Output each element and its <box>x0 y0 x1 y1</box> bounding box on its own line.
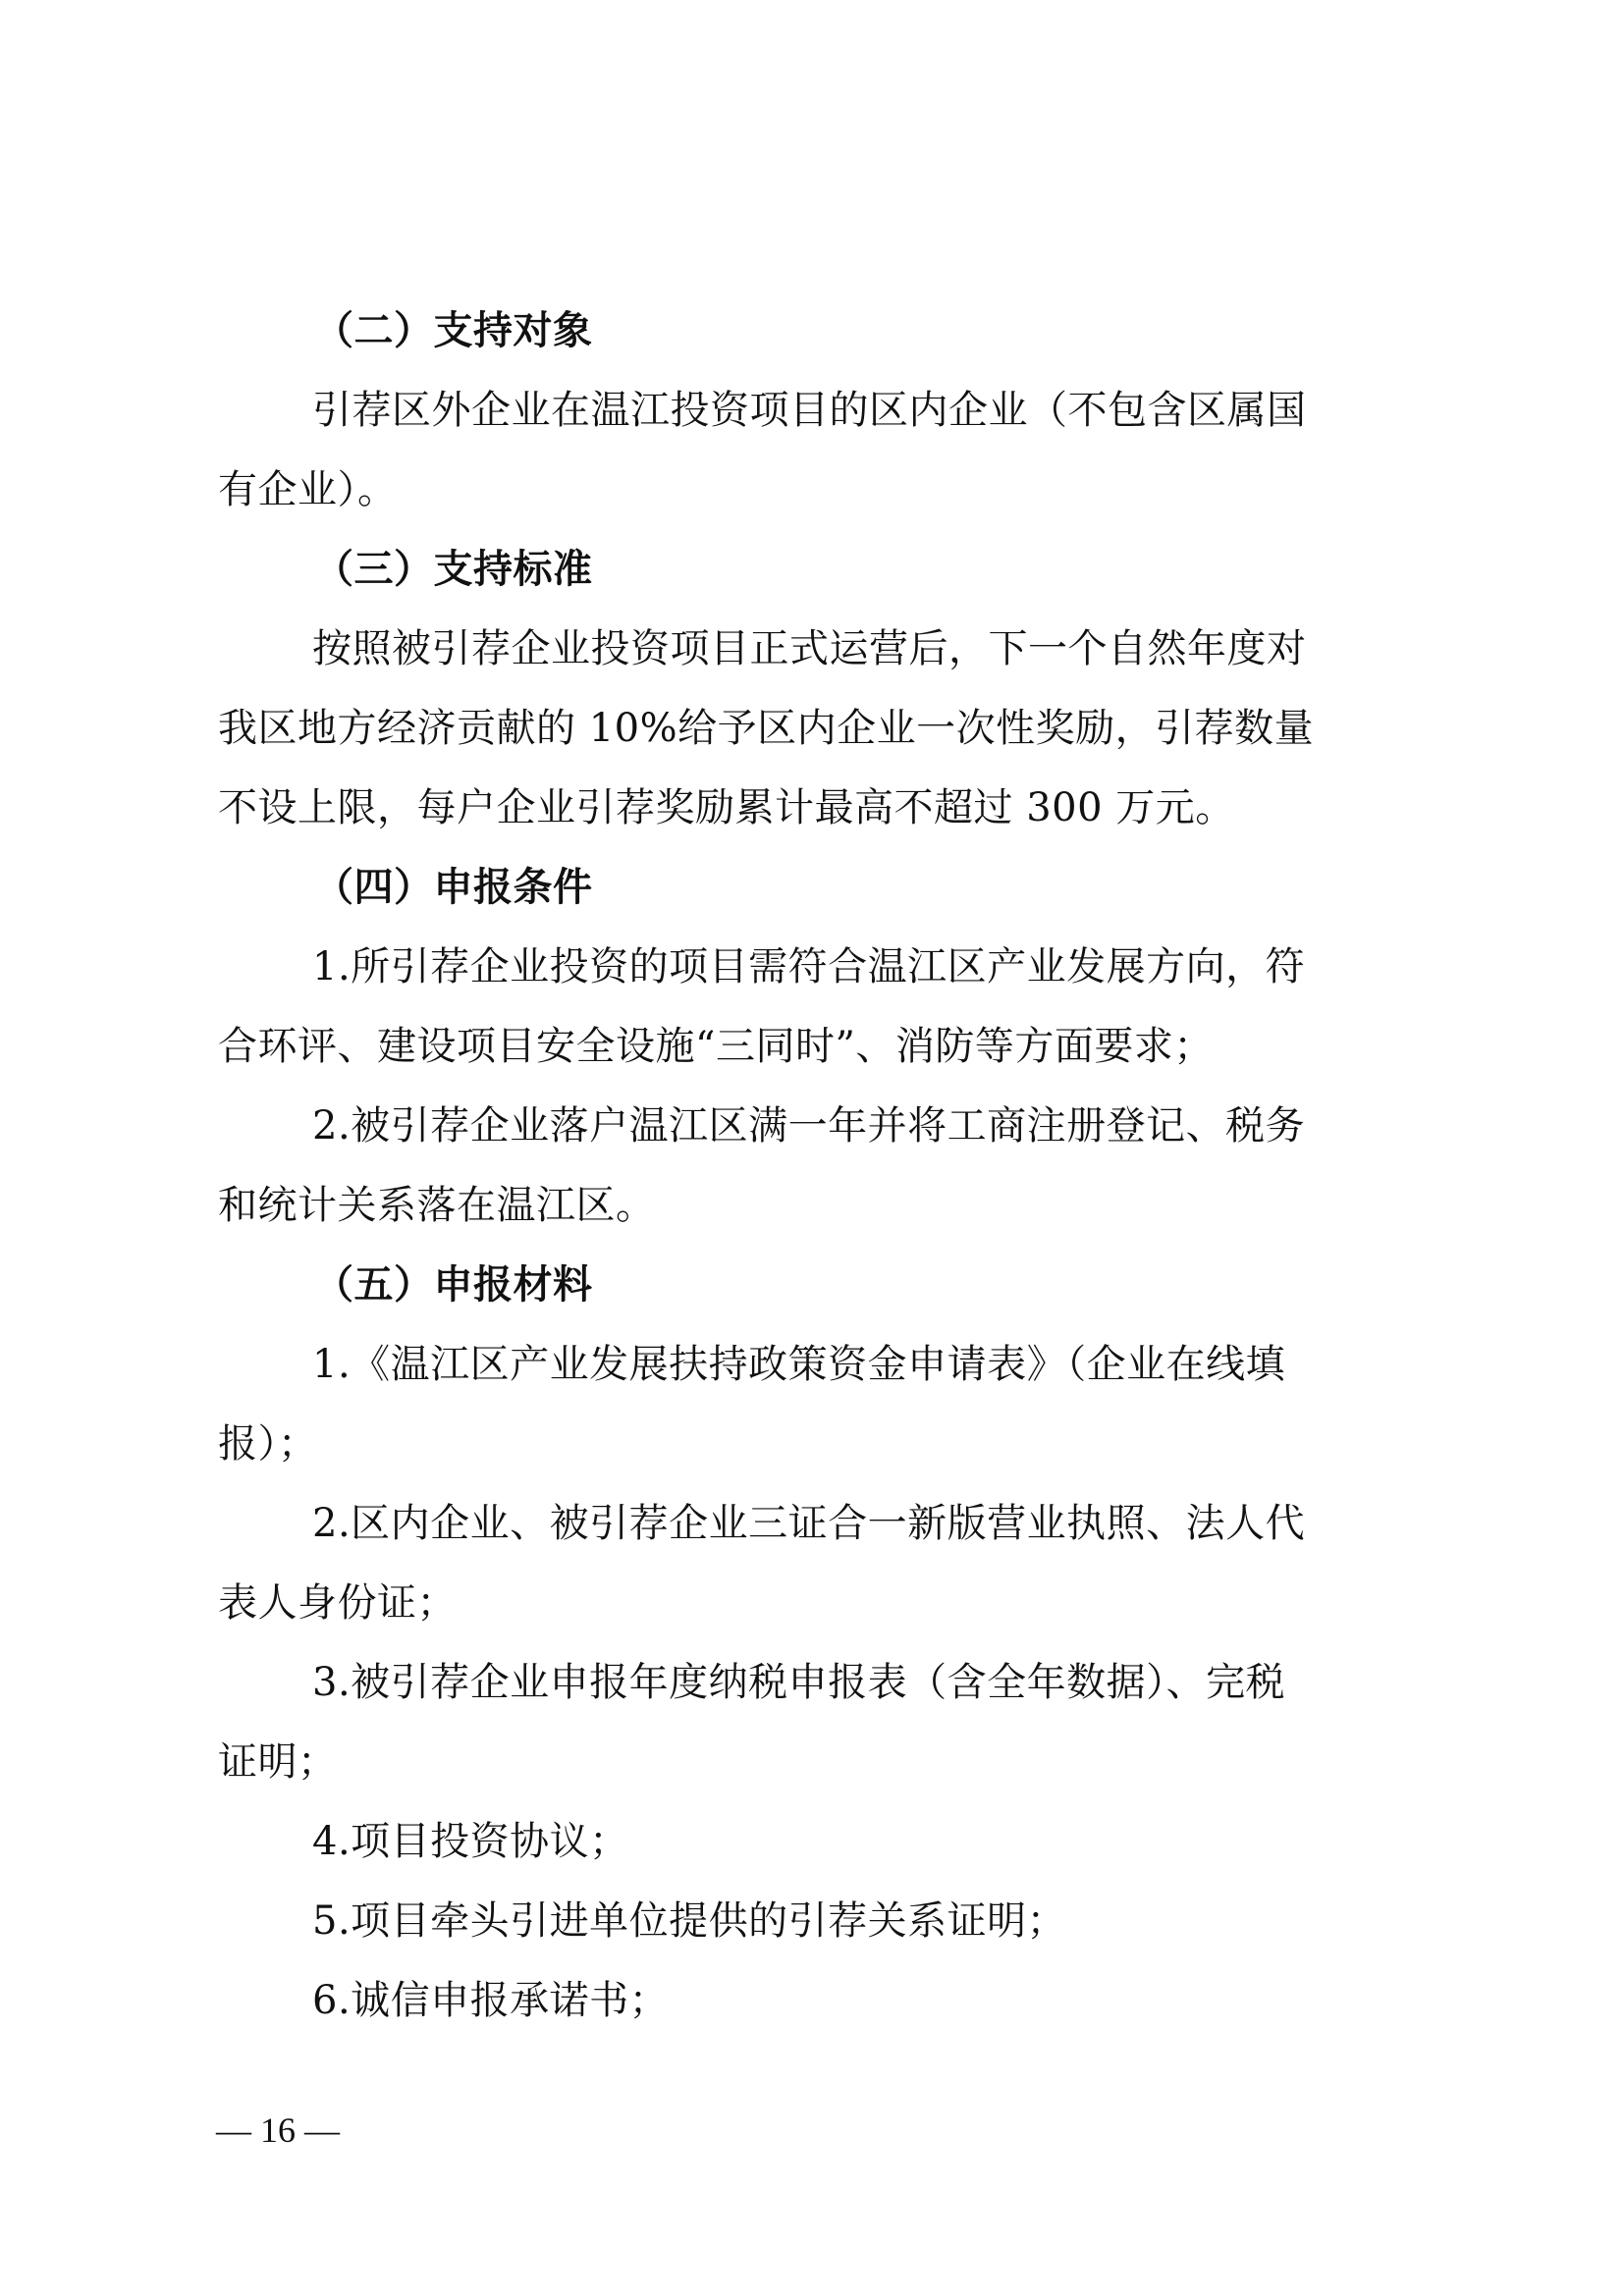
paragraph-line: 和统计关系落在温江区。 <box>218 1183 656 1228</box>
section-heading-support-standard: （三）支持标准 <box>314 546 593 592</box>
section-heading-application-conditions: （四）申报条件 <box>314 864 593 910</box>
paragraph-line: 3.被引荐企业申报年度纳税申报表（含全年数据）、完税 <box>312 1660 1286 1705</box>
paragraph-line: 引荐区外企业在温江投资项目的区内企业（不包含区属国 <box>312 388 1307 433</box>
paragraph-line: 4.项目投资协议； <box>312 1819 629 1864</box>
paragraph-line: 6.诚信申报承诺书； <box>312 1978 670 2023</box>
paragraph-line: 2.被引荐企业落户温江区满一年并将工商注册登记、税务 <box>312 1103 1306 1148</box>
page-number: — 16 — <box>216 2110 340 2150</box>
paragraph-line: 合环评、建设项目安全设施“三同时”、消防等方面要求； <box>218 1024 1214 1069</box>
paragraph-line: 2.区内企业、被引荐企业三证合一新版营业执照、法人代 <box>312 1501 1306 1546</box>
paragraph-line: 证明； <box>218 1739 338 1785</box>
section-heading-support-target: （二）支持对象 <box>314 307 593 353</box>
paragraph-line: 按照被引荐企业投资项目正式运营后，下一个自然年度对 <box>312 626 1307 671</box>
paragraph-line: 1.所引荐企业投资的项目需符合温江区产业发展方向，符 <box>312 944 1306 989</box>
paragraph-line: 5.项目牵头引进单位提供的引荐关系证明； <box>312 1898 1067 1944</box>
paragraph-line: 我区地方经济贡献的 10%给予区内企业一次性奖励，引荐数量 <box>218 706 1315 751</box>
paragraph-line: 有企业）。 <box>218 467 398 512</box>
paragraph-line: 表人身份证； <box>218 1580 457 1626</box>
section-heading-application-materials: （五）申报材料 <box>314 1261 593 1308</box>
paragraph-line: 1.《温江区产业发展扶持政策资金申请表》（企业在线填 <box>312 1342 1286 1387</box>
paragraph-line: 报）； <box>218 1421 318 1467</box>
paragraph-line: 不设上限，每户企业引荐奖励累计最高不超过 300 万元。 <box>218 785 1235 830</box>
